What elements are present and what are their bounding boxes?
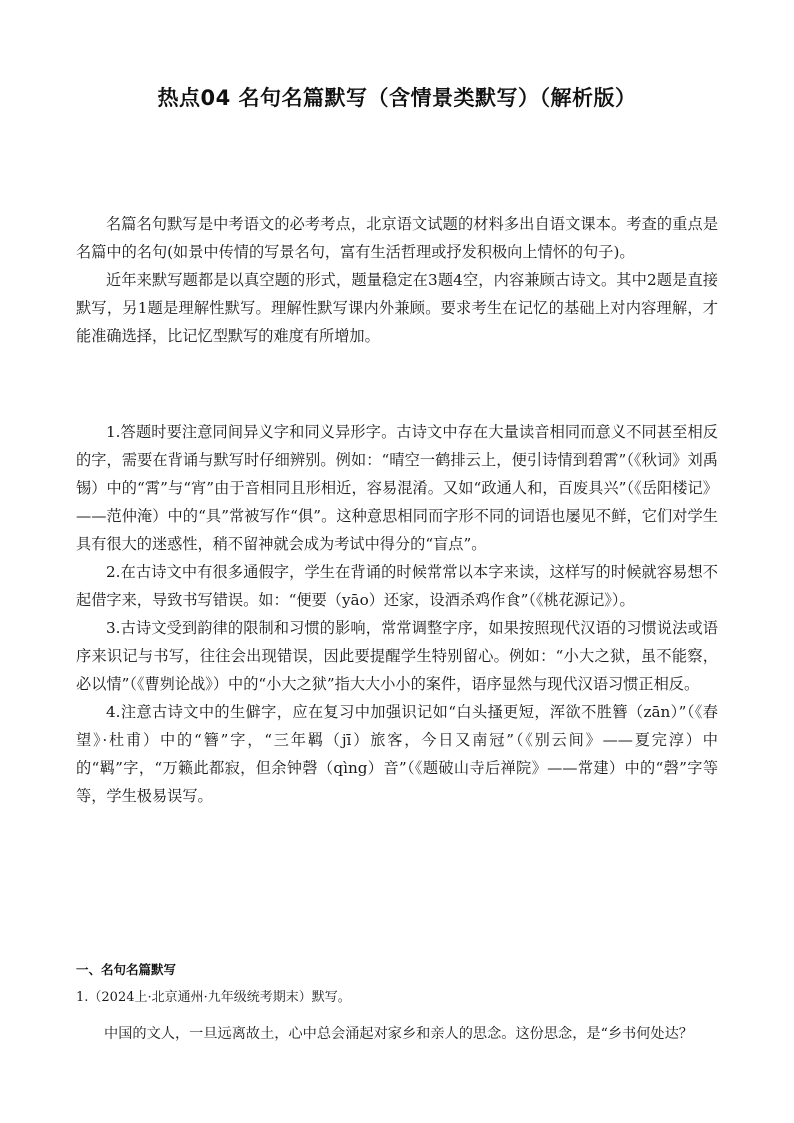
page-title: 热点04 名句名篇默写（含情景类默写）（解析版） <box>157 86 637 110</box>
section-heading: 一、名句名篇默写 <box>76 962 177 977</box>
tip-paragraph-1: 1.答题时要注意同间异义字和同义异形字。古诗文中存在大量读音相同而意义不同甚至相反的字，需要在背诵与默写时仔细辨别。例如：“晴空一鹤排云上，便引诗情到碧霄”（《秋词》刘禹锡）中的“霄”与“宵”由于音相同且形相近，容易混淆。又如“政通人和，百废具兴”（《岳阳楼记》——范仲淹）中的“具”常被写作“俱”。这种意思相同而字形不同的词语也屡见不鲜，它们对学生具有很大的迷惑性，稍不留神就会成为考试中得分的“盲点”。 <box>76 423 718 553</box>
tips-section <box>76 418 718 810</box>
tip-paragraph-3: 3.古诗文受到韵律的限制和习惯的影响，常常调整字序，如果按照现代汉语的习惯说法或语序来识记与书写，往往会出现错误，因此要提醒学生特别留心。例如：“小大之狱，虽不能察，必以情”（《曹刿论战》）中的“小大之狱”指大大小小的案件，语序显然与现代汉语习惯正相反。 <box>76 619 718 693</box>
question-number: 1.（2024上·北京通州·九年级统考期末）默写。 <box>76 990 351 1005</box>
intro-section <box>76 210 718 350</box>
intro-paragraph-2: 近年来默写题都是以真空题的形式，题量稳定在3题4空，内容兼顾古诗文。其中2题是直接默写，另1题是理解性默写。理解性默写课内外兼顾。要求考生在记忆的基础上对内容理解，才能准确选择，比记忆型默写的难度有所增加。 <box>76 271 718 345</box>
question-text: 中国的文人，一旦远离故土，心中总会涌起对家乡和亲人的思念。这份思念，是“乡书何处达？ <box>104 1026 693 1042</box>
tip-paragraph-2: 2.在古诗文中有很多通假字，学生在背诵的时候常常以本字来读，这样写的时候就容易想不起借字来，导致书写错误。如：“便要（yāo）还家，设酒杀鸡作食”（《桃花源记》）。 <box>76 563 718 609</box>
intro-paragraph-1: 名篇名句默写是中考语文的必考考点，北京语文试题的材料多出自语文课本。考查的重点是名篇中的名句(如景中传情的写景名句，富有生活哲理或抒发积极向上情怀的句子)。 <box>76 215 718 261</box>
tip-paragraph-4: 4.注意古诗文中的生僻字，应在复习中加强识记如“白头搔更短，浑欲不胜簪（zān）”（《春望》·杜甫）中的“簪”字，“三年羁（jī）旅客，今日又南冠”（《别云间》——夏完淳）中的“羁”字，“万籁此都寂，但余钟磬（qìng）音”（《题破山寺后禅院》——常建）中的“磬”字等等，学生极易误写。 <box>76 703 718 805</box>
